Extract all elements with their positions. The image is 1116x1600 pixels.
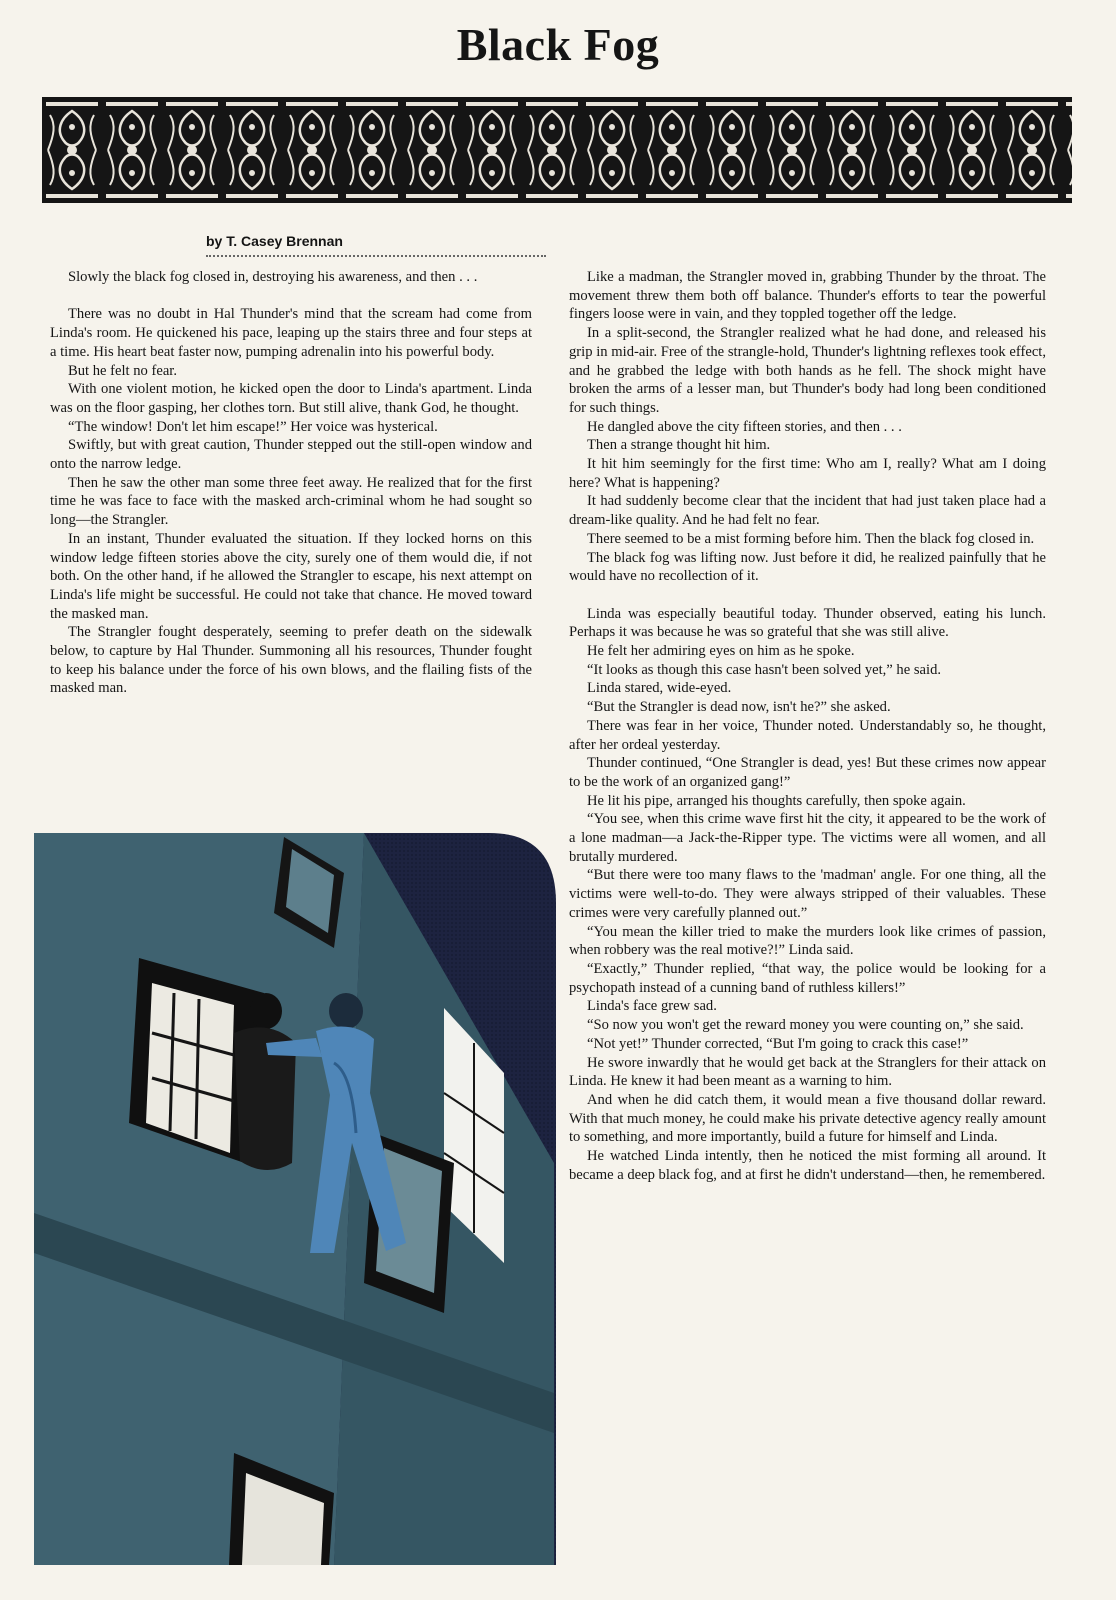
paragraph: With one violent motion, he kicked open the door to Linda's apartment. Linda was on the floor gasping, her clothes torn. But still alive, thank God, he thought. xyxy=(50,381,532,416)
paragraph: “Exactly,” Thunder replied, “that way, the police would be looking for a psychopath instead of a cunning band of ruthless killers!” xyxy=(569,961,1046,996)
paragraph: The Strangler fought desperately, seeming to prefer death on the sidewalk below, to capture by Hal Thunder. Summoning all his resources, Thunder fought to keep his balance under the force of his own blows, and the flailing fists of the masked man. xyxy=(50,624,532,697)
paragraph: It had suddenly become clear that the incident that had just taken place had a dream-like quality. And he had felt no fear. xyxy=(569,493,1046,529)
paragraph: “You see, when this crime wave first hit the city, it appeared to be the work of a lone madman—a Jack-the-Ripper type. The victims were all women, and all brutally murdered. xyxy=(569,811,1046,865)
story-title: Black Fog xyxy=(456,19,660,70)
paragraph: In an instant, Thunder evaluated the situation. If they locked horns on this window ledge fifteen stories above the city, surely one of them would die, if not both. On the other hand, if he allowed the Strangler to escape, his next attempt on Linda's life might be successful. He could not take that chance. He moved toward the masked man. xyxy=(50,530,532,622)
paragraph: “It looks as though this case hasn't been solved yet,” he said. xyxy=(587,661,942,678)
paragraph: “So now you won't get the reward money you were counting on,” she said. xyxy=(587,1017,1024,1034)
paragraph: There was fear in her voice, Thunder noted. Understandably so, he thought, after her ordeal yesterday. xyxy=(569,717,1046,753)
paragraph: In a split-second, the Strangler realized what he had done, and released his grip in mid-air. Free of the strangle-hold, Thunder's lightning reflexes took effect, and he grabbed the ledge with both hands as he fell. The shock might have broken the arms of a lesser man, but Thunder's body had long been conditioned for such things. xyxy=(569,325,1046,416)
ornamental-header-banner xyxy=(42,97,1072,203)
paragraph: Swiftly, but with great caution, Thunder stepped out the still-open window and onto the narrow ledge. xyxy=(50,437,532,473)
paragraph: Linda's face grew sad. xyxy=(587,998,717,1015)
paragraph: “Not yet!” Thunder corrected, “But I'm going to crack this case!” xyxy=(587,1035,969,1052)
left-column xyxy=(50,268,532,698)
paragraph: And when he did catch them, it would mean a five thousand dollar reward. With that much money, he could make his private detective agency really amount to something, and more importantly, build a future for himself and Linda. xyxy=(569,1091,1046,1146)
paragraph: Slowly the black fog closed in, destroying his awareness, and then . . . xyxy=(68,269,478,285)
paragraph: Then he saw the other man some three feet away. He realized that for the first time he was face to face with the masked arch-criminal whom he had sought so long—the Strangler. xyxy=(50,474,532,529)
paragraph: Linda stared, wide-eyed. xyxy=(587,680,732,697)
paragraph: But he felt no fear. xyxy=(68,362,178,379)
ornament-pattern xyxy=(42,97,1072,203)
ledge-struggle-illustration xyxy=(34,833,556,1565)
paragraph: “You mean the killer tried to make the murders look like crimes of passion, when robbery was the real motive?!” Linda said. xyxy=(569,923,1046,959)
byline: by T. Casey Brennan xyxy=(206,233,343,249)
paragraph: Thunder continued, “One Strangler is dead, yes! But these crimes now appear to be the work of an organized gang!” xyxy=(569,755,1046,790)
right-column xyxy=(569,268,1046,1184)
byline-dotted-rule xyxy=(206,255,546,257)
paragraph: The black fog was lifting now. Just before it did, he realized painfully that he would have no recollection of it. xyxy=(569,549,1046,585)
paragraph: He dangled above the city fifteen stories, and then . . . xyxy=(587,418,902,435)
paragraph: He lit his pipe, arranged his thoughts carefully, then spoke again. xyxy=(587,792,966,809)
paragraph: Like a madman, the Strangler moved in, grabbing Thunder by the throat. The movement threw them both off balance. Thunder's efforts to tear the powerful fingers loose were in vain, and they toppled together off the ledge. xyxy=(569,269,1046,323)
paragraph: There was no doubt in Hal Thunder's mind that the scream had come from Linda's room. He quickened his pace, leaping up the stairs three and four steps at a time. His heart beat faster now, pumping adrenalin into his powerful body. xyxy=(50,306,532,360)
paragraph: He watched Linda intently, then he noticed the mist forming all around. It became a deep black fog, and at first he didn't understand—then, he remembered. xyxy=(569,1148,1046,1183)
paragraph: He felt her admiring eyes on him as he spoke. xyxy=(587,643,855,660)
paragraph: “The window! Don't let him escape!” Her voice was hysterical. xyxy=(68,418,438,435)
story-illustration xyxy=(34,833,556,1565)
paragraph: “But the Strangler is dead now, isn't he?” she asked. xyxy=(587,699,891,716)
paragraph: “But there were too many flaws to the 'madman' angle. For one thing, all the victims were well-to-do. They were always stripped of their valuables. These crimes were very carefully planned out.” xyxy=(569,867,1046,921)
paragraph: He swore inwardly that he would get back at the Stranglers for their attack on Linda. He knew it had been meant as a warning to him. xyxy=(569,1054,1046,1090)
building-front xyxy=(34,833,364,1565)
paragraph: There seemed to be a mist forming before him. Then the black fog closed in. xyxy=(587,530,1035,547)
paragraph: Linda was especially beautiful today. Thunder observed, eating his lunch. Perhaps it was because he was so grateful that she was still alive. xyxy=(569,605,1046,641)
paragraph: It hit him seemingly for the first time: Who am I, really? What am I doing here? What is happening? xyxy=(569,456,1046,491)
paragraph: Then a strange thought hit him. xyxy=(587,437,771,454)
